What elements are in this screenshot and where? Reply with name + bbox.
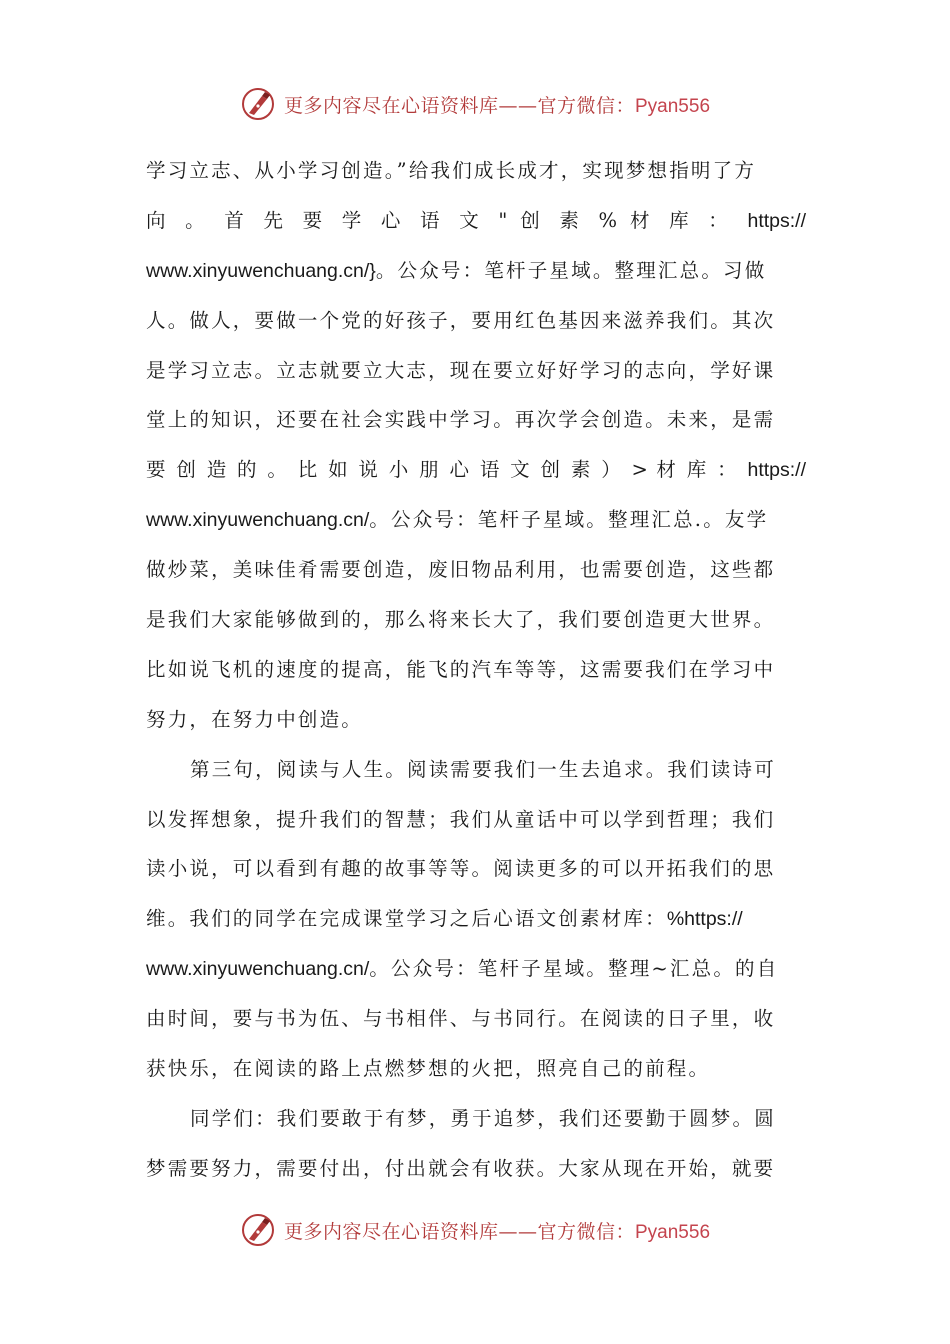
url-text: www.xinyuwenchuang.cn/ [146,958,370,981]
text-line-3: www.xinyuwenchuang.cn/}。公众号：笔杆子星域。整理汇总。习做 [146,258,767,282]
text-line-11: 比如说飞机的速度的提高，能飞的汽车等等，这需要我们在学习中 [146,657,776,681]
text-line-2: 向 。 首 先 要 学 心 语 文 " 创 素 % 材 库 ： https:// [146,208,806,232]
url-text: www.xinyuwenchuang.cn/ [146,509,370,532]
banner-wechat-id: Pyan556 [635,95,711,117]
text-line-16: 维。我们的同学在完成课堂学习之后心语文创素材库：%https:// [146,907,743,931]
text-line-7: 要 创 造 的 。 比 如 说 小 朋 心 语 文 创 素 ） > 材 库 ： https:// [146,458,806,482]
banner-dash: —— [498,1220,538,1243]
banner-wechat-label: 官方微信： [537,1220,635,1243]
url-fragment: https:// [747,459,806,482]
text-line-17: www.xinyuwenchuang.cn/。公众号：笔杆子星域。整理~汇总。的自 [146,957,779,981]
text-line-14: 以发挥想象，提升我们的智慧；我们从童话中可以学到哲理；我们 [146,807,776,831]
text-line-9: 做炒菜，美味佳肴需要创造，废旧物品利用，也需要创造，这些都 [146,558,776,582]
text-line-8: www.xinyuwenchuang.cn/。公众号：笔杆子星域。整理汇总.。友学 [146,508,769,532]
text-line-12: 努力，在努力中创造。 [146,707,364,731]
text-line-5: 是学习立志。立志就要立大志，现在要立好好学习的志向，学好课 [146,358,776,382]
text-line-4: 人。做人，要做一个党的好孩子，要用红色基因来滋养我们。其次 [146,308,776,332]
url-text: www.xinyuwenchuang.cn/} [146,259,376,282]
footer-banner [0,1208,950,1252]
text-line-19: 获快乐，在阅读的路上点燃梦想的火把，照亮自己的前程。 [146,1057,711,1081]
header-banner [0,82,950,126]
document-body [146,146,806,1194]
text-line-6: 堂上的知识，还要在社会实践中学习。再次学会创造。未来，是需 [146,408,776,432]
text-line-15: 读小说，可以看到有趣的故事等等。阅读更多的可以开拓我们的思 [146,857,776,881]
text-line-10: 是我们大家能够做到的，那么将来长大了，我们要创造更大世界。 [146,608,776,632]
banner-slogan: 更多内容尽在心语资料库 [283,94,499,117]
banner-wechat-label: 官方微信： [537,94,635,117]
banner-dash: —— [498,94,538,117]
banner-slogan: 更多内容尽在心语资料库 [283,1220,499,1243]
text-line-21: 梦需要努力，需要付出，付出就会有收获。大家从现在开始，就要 [146,1156,776,1180]
banner-wechat-id: Pyan556 [635,1221,711,1243]
url-fragment: https:// [747,209,806,232]
pen-nib-logo-icon [240,1212,276,1248]
text-line-18: 由时间，要与书为伍、与书相伴、与书同行。在阅读的日子里，收 [146,1007,776,1031]
url-fragment: %https:// [666,908,743,931]
pen-nib-logo-icon [240,86,276,122]
text-line-1: 学习立志、从小学习创造。”给我们成长成才，实现梦想指明了方 [146,159,757,182]
text-line-13: 第三句，阅读与人生。阅读需要我们一生去追求。我们读诗可 [190,757,776,781]
footer-banner-text [284,1217,710,1244]
text-line-20: 同学们：我们要敢于有梦，勇于追梦，我们还要勤于圆梦。圆 [190,1106,776,1130]
header-banner-text [284,91,710,118]
